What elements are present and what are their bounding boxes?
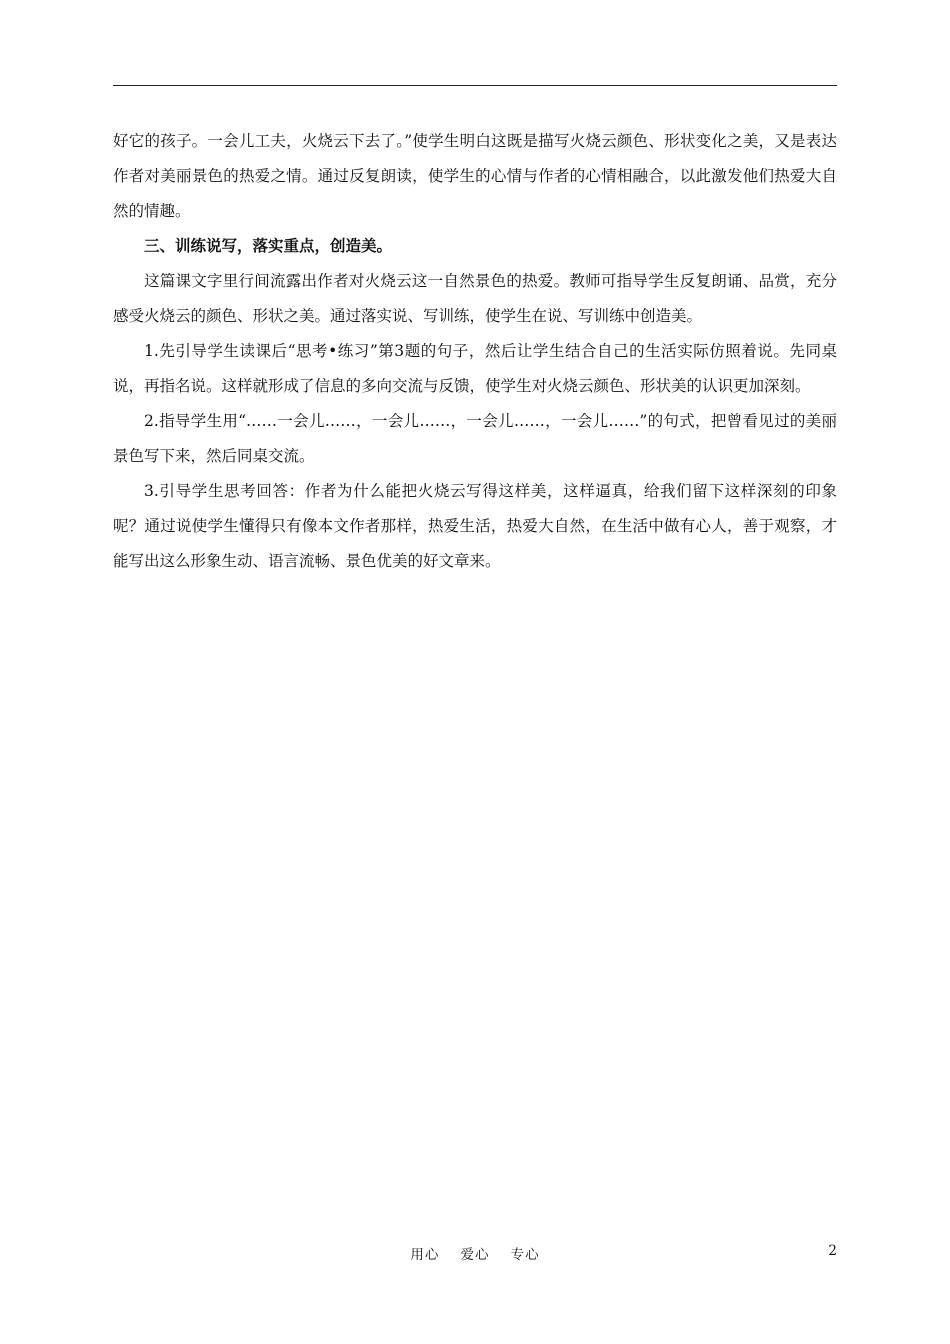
header-rule	[113, 85, 837, 86]
page-number: 2	[828, 1243, 837, 1259]
document-body	[113, 124, 837, 579]
paragraph-continuation: 好它的孩子。一会儿工夫，火烧云下去了。”使学生明白这既是描写火烧云颜色、形状变化之美，又是表达作者对美丽景色的热爱之情。通过反复朗读，使学生的心情与作者的心情相融合，以此激发他们热爱大自然的情趣。	[113, 132, 837, 220]
paragraph-item-1: 1.先引导学生读课后“思考•练习”第3题的句子，然后让学生结合自己的生活实际仿照着说。先同桌说，再指名说。这样就形成了信息的多向交流与反馈，使学生对火烧云颜色、形状美的认识更加深刻。	[113, 342, 837, 395]
paragraph-item-3: 3.引导学生思考回答：作者为什么能把火烧云写得这样美，这样逼真，给我们留下这样深刻的印象呢？通过说使学生懂得只有像本文作者那样，热爱生活，热爱大自然，在生活中做有心人，善于观察，才能写出这么形象生动、语言流畅、景色优美的好文章来。	[113, 482, 837, 570]
page-footer	[0, 1243, 950, 1273]
footer-motto: 用心 爱心 专心	[410, 1247, 540, 1263]
paragraph-item-2: 2.指导学生用“……一会儿……，一会儿……，一会儿……，一会儿……”的句式，把曾看见过的美丽景色写下来，然后同桌交流。	[113, 412, 837, 465]
paragraph-intro: 这篇课文字里行间流露出作者对火烧云这一自然景色的热爱。教师可指导学生反复朗诵、品赏，充分感受火烧云的颜色、形状之美。通过落实说、写训练，使学生在说、写训练中创造美。	[113, 272, 837, 325]
section-heading: 三、训练说写，落实重点，创造美。	[144, 237, 393, 255]
